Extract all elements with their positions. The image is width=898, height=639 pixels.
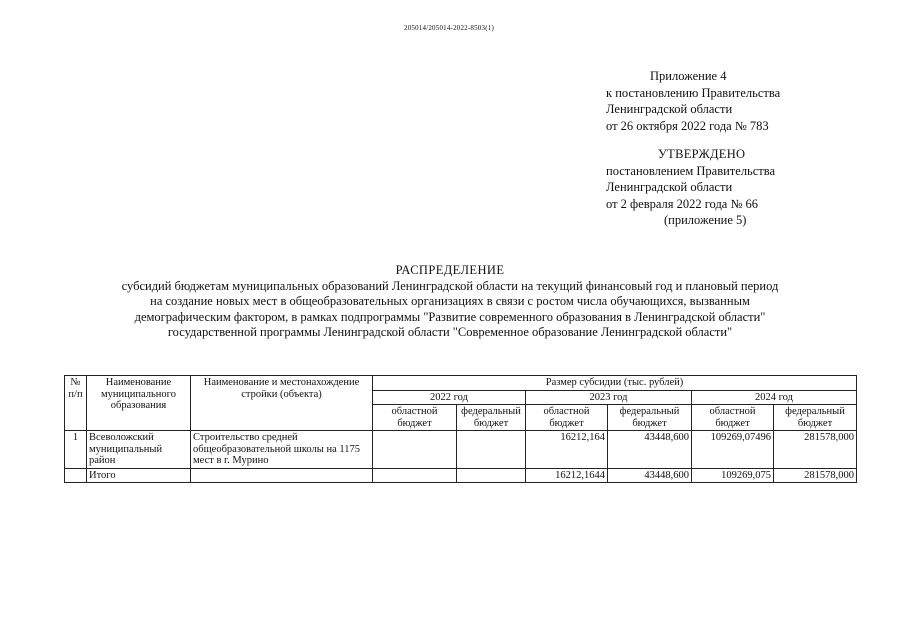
total-2022-regional [373, 468, 457, 483]
appendix-line: Ленинградской области [606, 102, 733, 116]
approval-line: от 2 февраля 2022 года № 66 [606, 196, 759, 211]
approval-line: (приложение 5) [664, 213, 747, 227]
appendix-line: Приложение 4 [650, 69, 727, 83]
row-object: Строительство средней общеобразовательной школы на 1175 мест в г. Мурино [191, 431, 373, 469]
row-num: 1 [65, 431, 87, 469]
title-line: субсидий бюджетам муниципальных образований Ленинградской области на текущий финансовый год и плановый период [121, 278, 779, 293]
title-line: демографическим фактором, в рамках подпрограммы "Развитие современного образования в Ленинградской области" [134, 309, 766, 324]
header-regional: областной бюджет [526, 405, 608, 431]
approval-block [606, 146, 775, 229]
header-regional: областной бюджет [373, 405, 457, 431]
table-row [65, 431, 857, 469]
appendix-line: к постановлению Правительства [606, 85, 781, 100]
total-2024-federal: 281578,000 [774, 468, 857, 483]
header-subsidy: Размер субсидии (тыс. рублей) [373, 376, 857, 391]
cell-2022-federal [457, 431, 526, 469]
header-row [65, 376, 857, 391]
appendix-line: от 26 октября 2022 года № 783 [606, 118, 769, 133]
cell-2023-regional: 16212,164 [526, 431, 608, 469]
title-line: на создание новых мест в общеобразовательных организациях в связи с ростом числа обучающихся, вызванным [150, 294, 750, 308]
document-title [40, 263, 860, 341]
header-num: № п/п [65, 376, 87, 431]
total-num [65, 468, 87, 483]
header-municipality: Наименование муниципального образования [87, 376, 191, 431]
total-2024-regional: 109269,075 [692, 468, 774, 483]
cell-2023-federal: 43448,600 [608, 431, 692, 469]
title-heading: РАСПРЕДЕЛЕНИЕ [395, 263, 505, 277]
title-line: государственной программы Ленинградской области "Современное образование Ленинградской области" [167, 325, 733, 339]
cell-2024-federal: 281578,000 [774, 431, 857, 469]
approval-line: Ленинградской области [606, 180, 733, 194]
cell-2024-regional: 109269,07496 [692, 431, 774, 469]
total-2022-federal [457, 468, 526, 483]
total-row [65, 468, 857, 483]
approval-heading: УТВЕРЖДЕНО [658, 147, 746, 161]
total-2023-regional: 16212,1644 [526, 468, 608, 483]
subsidy-table [64, 375, 857, 483]
row-municipality: Всеволожский муниципальный район [87, 431, 191, 469]
header-year-2023: 2023 год [526, 390, 692, 405]
header-object: Наименование и местонахождение стройки (объекта) [191, 376, 373, 431]
header-federal: федеральный бюджет [774, 405, 857, 431]
header-federal: федеральный бюджет [608, 405, 692, 431]
cell-2022-regional [373, 431, 457, 469]
total-2023-federal: 43448,600 [608, 468, 692, 483]
header-year-2022: 2022 год [373, 390, 526, 405]
appendix-block [606, 68, 780, 134]
header-regional: областной бюджет [692, 405, 774, 431]
total-label: Итого [87, 468, 191, 483]
total-object [191, 468, 373, 483]
header-federal: федеральный бюджет [457, 405, 526, 431]
header-year-2024: 2024 год [692, 390, 857, 405]
approval-line: постановлением Правительства [606, 163, 776, 178]
document-number: 205014/205014-2022-8503(1) [404, 24, 494, 32]
